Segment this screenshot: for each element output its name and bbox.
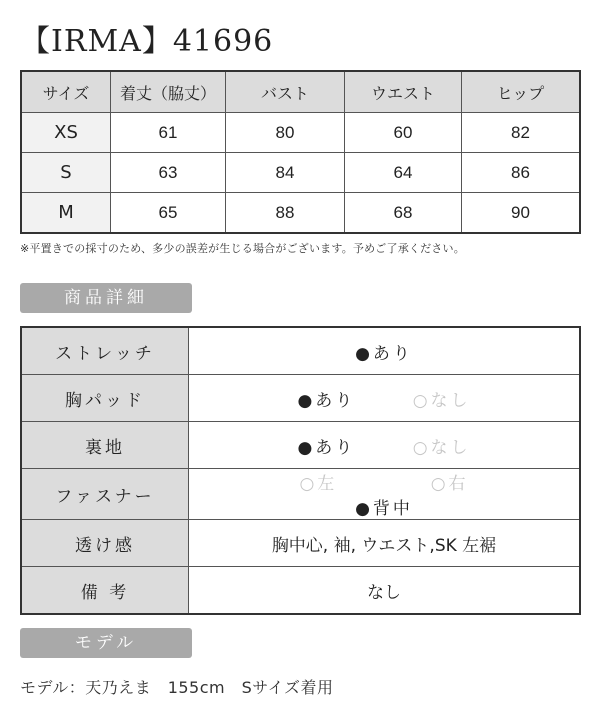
size-table-header-row: [21, 71, 580, 113]
detail-value: [189, 375, 581, 422]
option-lining-yes: ●あり: [297, 437, 356, 458]
measure-cell: 65: [111, 193, 226, 234]
detail-row-sheerness: [21, 520, 580, 567]
detail-row-remarks: [21, 567, 580, 615]
measurement-note: ※平置きでの採寸のため、多少の誤差が生じる場合がございます。予めご了承ください。: [20, 242, 465, 255]
detail-row-stretch: [21, 327, 580, 375]
detail-label: ストレッチ: [21, 327, 189, 375]
measure-cell: 90: [462, 193, 581, 234]
table-row: [21, 193, 580, 234]
detail-row-zipper: [21, 469, 580, 520]
size-table-header: サイズ: [21, 71, 111, 113]
size-cell: XS: [21, 113, 111, 153]
detail-label: ファスナー: [21, 469, 189, 520]
size-cell: S: [21, 153, 111, 193]
option-zipper-back: ●背中: [355, 499, 413, 519]
product-details-table: [20, 326, 581, 615]
size-table-header: バスト: [226, 71, 345, 113]
measure-cell: 80: [226, 113, 345, 153]
detail-value: なし: [189, 567, 581, 615]
measure-cell: 64: [345, 153, 462, 193]
option-lining-no: ○なし: [412, 437, 471, 458]
option-stretch-yes: ●あり: [355, 343, 413, 364]
detail-label: 透け感: [21, 520, 189, 567]
detail-label: 備 考: [21, 567, 189, 615]
details-section-label: 商品詳細: [20, 283, 192, 313]
detail-row-padding: [21, 375, 580, 422]
table-row: [21, 113, 580, 153]
measure-cell: 88: [226, 193, 345, 234]
size-cell: M: [21, 193, 111, 234]
size-chart-table: [20, 70, 581, 234]
detail-label: 裏地: [21, 422, 189, 469]
size-table-header: ヒップ: [462, 71, 581, 113]
measure-cell: 61: [111, 113, 226, 153]
detail-value: [189, 469, 581, 520]
measure-cell: 60: [345, 113, 462, 153]
option-zipper-left: ○左: [299, 474, 338, 494]
measure-cell: 63: [111, 153, 226, 193]
detail-row-lining: [21, 422, 580, 469]
page-title: 【IRMA】41696: [20, 24, 274, 59]
size-table-header: 着丈（脇丈）: [111, 71, 226, 113]
size-table-header: ウエスト: [345, 71, 462, 113]
option-padding-yes: ●あり: [297, 390, 356, 411]
measure-cell: 68: [345, 193, 462, 234]
table-row: [21, 153, 580, 193]
option-padding-no: ○なし: [412, 390, 471, 411]
detail-value: [189, 422, 581, 469]
measure-cell: 86: [462, 153, 581, 193]
model-info: モデル：天乃えま 155cm Sサイズ着用: [20, 678, 334, 697]
detail-label: 胸パッド: [21, 375, 189, 422]
measure-cell: 84: [226, 153, 345, 193]
option-zipper-right: ○右: [430, 474, 469, 494]
model-section-label: モデル: [20, 628, 192, 658]
detail-value: [189, 327, 581, 375]
detail-value: 胸中心, 袖, ウエスト,SK 左裾: [189, 520, 581, 567]
measure-cell: 82: [462, 113, 581, 153]
